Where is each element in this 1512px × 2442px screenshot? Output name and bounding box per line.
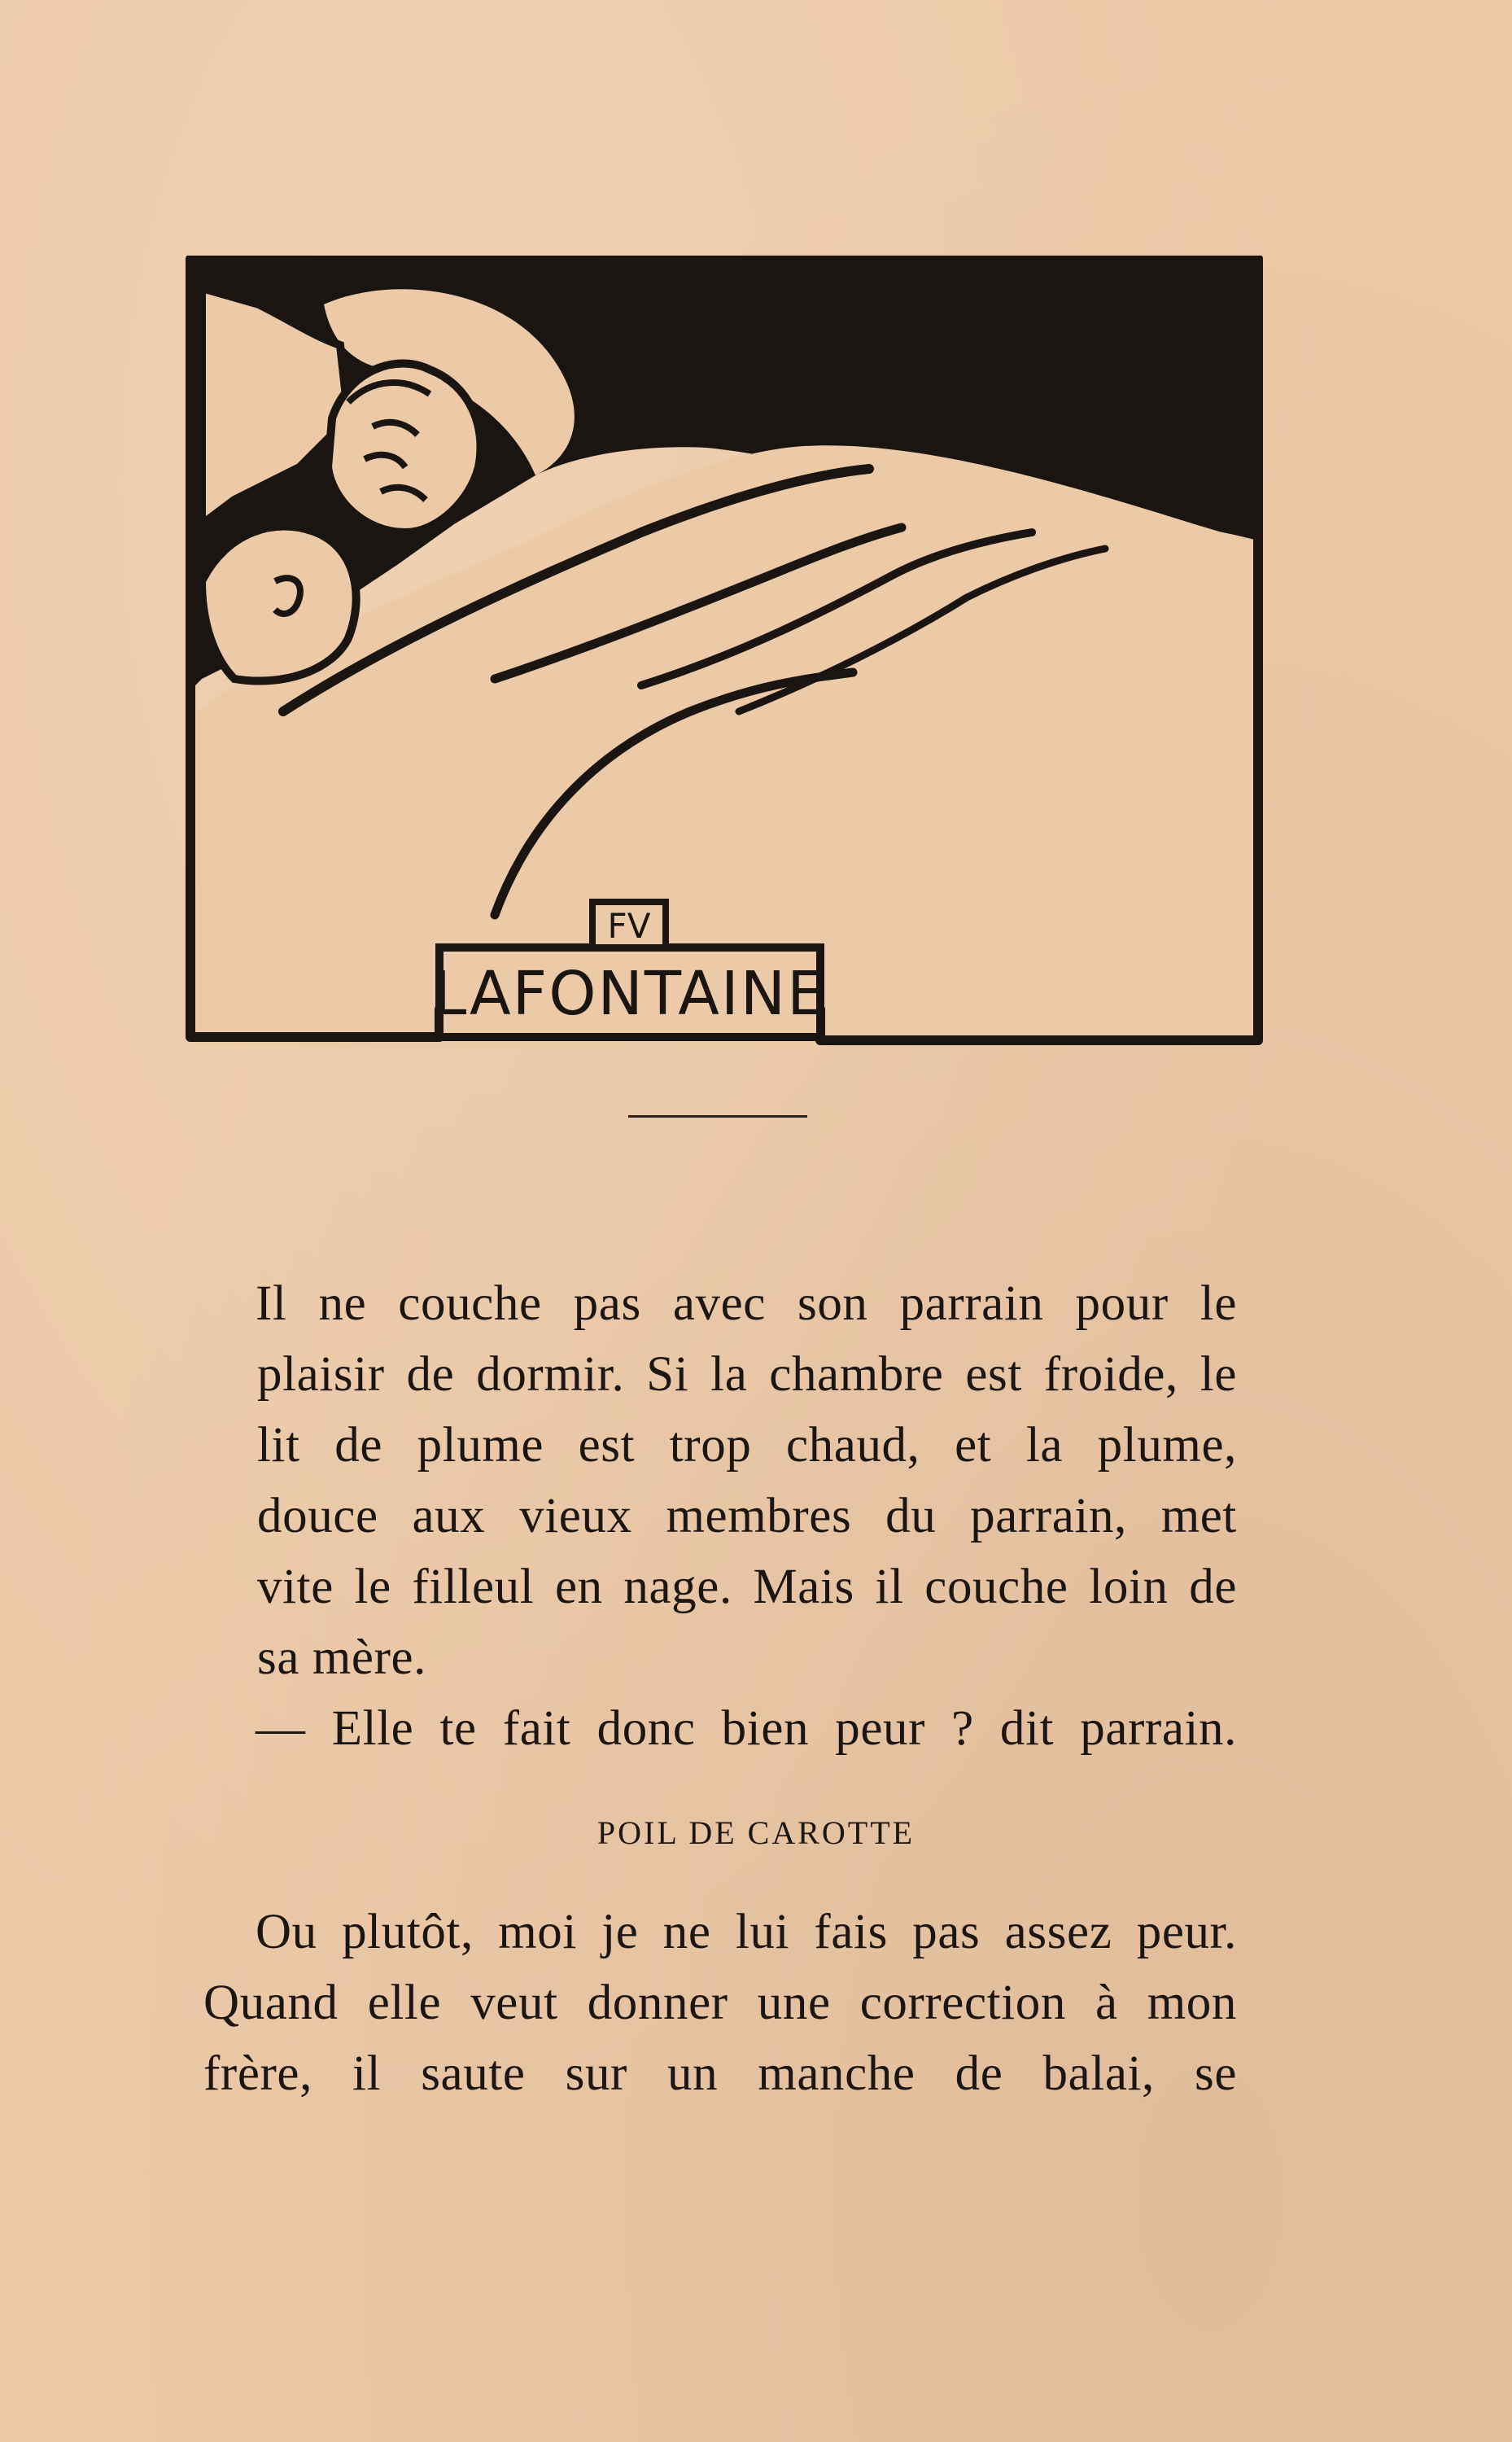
separator-rule [628, 1115, 807, 1118]
paragraph-line: vite le filleul en nage. Mais il couche loin de [257, 1560, 1237, 1614]
monogram: FV [607, 906, 651, 946]
paragraph-line: douce aux vieux membres du parrain, met [257, 1489, 1237, 1543]
paragraph-line: Il ne couche pas avec son parrain pour le [256, 1276, 1237, 1331]
paragraph-1 [203, 1268, 1237, 1764]
old-man-head [202, 527, 356, 681]
paragraph-line: plaisir de dormir. Si la chambre est froide, le [257, 1347, 1237, 1402]
child-head [328, 364, 481, 533]
dialogue-line: — Elle te fait donc bien peur ? dit parrain. [256, 1701, 1237, 1756]
speaker-name: POIL DE CAROTTE [596, 1814, 916, 1851]
paragraph-line: sa mère. [257, 1630, 427, 1685]
paragraph-line: lit de plume est trop chaud, et la plume, [257, 1418, 1237, 1473]
paragraph-2 [203, 1897, 1237, 2109]
woodcut-illustration [186, 256, 1263, 1053]
paragraph-line: frère, il saute sur un manche de balai, se [203, 2046, 1237, 2101]
title-plate: LAFONTAINE [433, 959, 827, 1029]
paragraph-line: Ou plutôt, moi je ne lui fais pas assez peur. [256, 1905, 1237, 1959]
paragraph-line: Quand elle veut donner une correction à mon [203, 1976, 1237, 2030]
